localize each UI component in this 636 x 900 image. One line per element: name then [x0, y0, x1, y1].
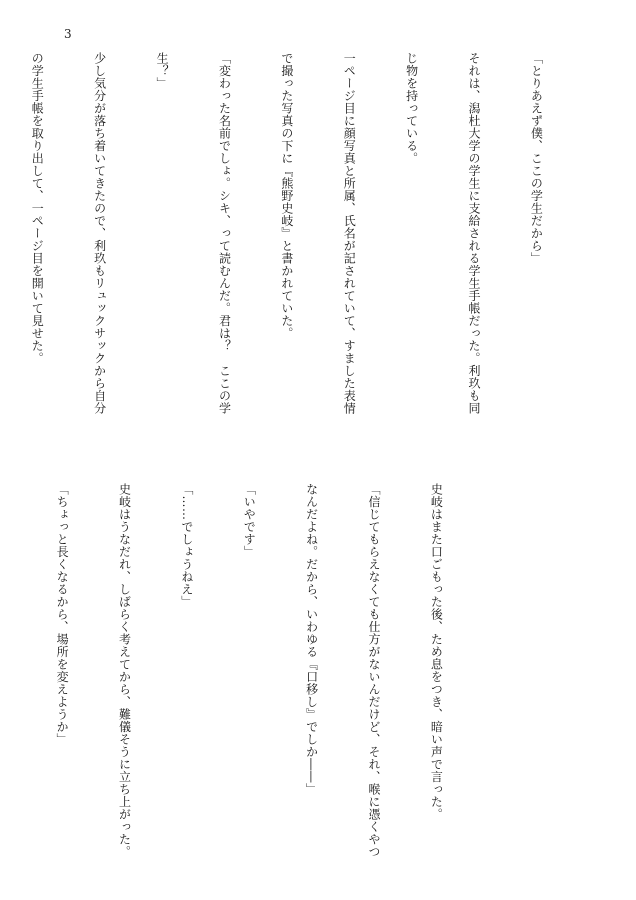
text-line: 生？」	[155, 52, 170, 90]
blank-line	[0, 483, 10, 875]
text-line: なんだよね。だから、いわゆる『口移し』でしか――」	[304, 483, 319, 796]
text-line: 史岐はうなだれ、しばらく考えてから、難儀そうに立ち上がった。	[117, 483, 132, 858]
text-line: で撮った写真の下に『熊野史岐』と書かれていた。	[279, 52, 294, 340]
text-line: 「変わった名前でしょ。シキ、って読むんだ。君は？ ここの学	[217, 52, 232, 415]
text-line: 「信じてもらえなくても仕方がないんだけど、それ、喉に憑くやつ	[367, 483, 382, 858]
text-line: じ物を持っている。	[404, 52, 419, 165]
text-block-bottom	[48, 483, 488, 875]
text-line: 「とりあえず僕、ここの学生だから」	[529, 52, 544, 265]
text-line: 少し気分が落ち着いてきたので、利玖もリュックサックから自分	[92, 52, 107, 415]
text-line: 「……でしょうねえ」	[179, 483, 194, 608]
text-line: それは、潟杜大学の学生に支給される学生手帳だった。利玖も同	[467, 52, 482, 415]
text-block-top	[30, 52, 588, 452]
text-line: 一ページ目に顔写真と所属、氏名が記されていて、すました表情	[342, 52, 357, 415]
text-line: の学生手帳を取り出して、一ページ目を開いて見せた。	[30, 52, 45, 365]
text-line: 史岐はまた口ごもった後、ため息をつき、暗い声で言った。	[429, 483, 444, 821]
page-number: 3	[64, 27, 72, 41]
text-line: 「ちょっと長くなるから、場所を変えようか」	[55, 483, 70, 746]
text-line: 「いやです」	[242, 483, 257, 558]
